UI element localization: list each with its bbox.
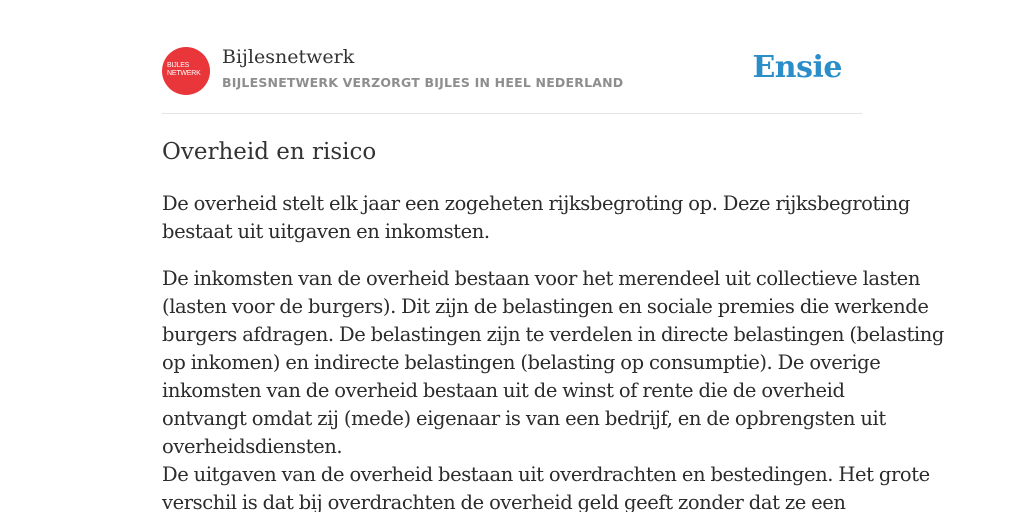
logo-text-line-1: BIJLES	[167, 62, 190, 69]
paragraph-line: inkomsten van de overheid bestaan uit de winst of rente die de overheid	[162, 379, 845, 402]
ensie-brand-logo[interactable]: Ensie	[752, 50, 842, 85]
article	[162, 136, 944, 512]
site-header	[162, 46, 862, 96]
paragraph-line: overheidsdiensten.	[162, 435, 343, 458]
paragraph-line: burgers afdragen. De belastingen zijn te verdelen in directe belastingen (belasting	[162, 323, 944, 346]
paragraph-line: ontvangt omdat zij (mede) eigenaar is van een bedrijf, en de opbrengsten uit	[162, 407, 886, 430]
article-paragraph-2	[162, 265, 944, 512]
article-paragraph-1	[162, 190, 910, 246]
paragraph-line: De uitgaven van de overheid bestaan uit overdrachten en bestedingen. Het grote	[162, 463, 930, 486]
bijlesnetwerk-logo[interactable]	[162, 47, 210, 95]
article-title: Overheid en risico	[162, 139, 377, 165]
header-divider	[162, 113, 862, 114]
paragraph-line: op inkomen) en indirecte belastingen (belasting op consumptie). De overige	[162, 351, 881, 374]
site-name[interactable]: Bijlesnetwerk	[222, 46, 355, 68]
paragraph-line: De overheid stelt elk jaar een zogeheten rijksbegroting op. Deze rijksbegroting	[162, 192, 910, 215]
paragraph-line: bestaat uit uitgaven en inkomsten.	[162, 220, 490, 243]
paragraph-line: De inkomsten van de overheid bestaan voor het merendeel uit collectieve lasten	[162, 267, 920, 290]
site-tagline: BIJLESNETWERK VERZORGT BIJLES IN HEEL NEDERLAND	[222, 75, 624, 90]
paragraph-line: verschil is dat bij overdrachten de overheid geld geeft zonder dat ze een	[162, 491, 846, 512]
paragraph-line: (lasten voor de burgers). Dit zijn de belastingen en sociale premies die werkende	[162, 295, 929, 318]
logo-text	[167, 62, 201, 78]
logo-text-line-2: NETWERK	[167, 70, 201, 77]
